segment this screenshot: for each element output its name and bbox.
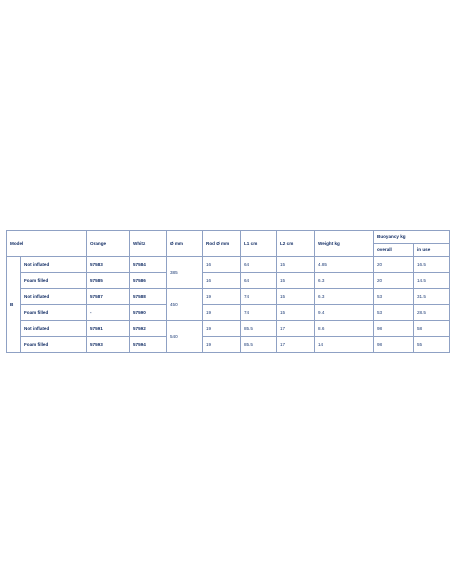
- cell-diameter: 385: [167, 257, 203, 289]
- cell-l2: 15: [277, 305, 315, 321]
- cell-l2: 15: [277, 289, 315, 305]
- cell-l2: 17: [277, 321, 315, 337]
- cell-weight: 6.3: [315, 273, 374, 289]
- cell-model: Foam filled: [21, 305, 87, 321]
- cell-l2: 15: [277, 257, 315, 273]
- cell-model: Not inflated: [21, 321, 87, 337]
- cell-l2: 17: [277, 337, 315, 353]
- cell-weight: 9.4: [315, 305, 374, 321]
- cell-orange: 57583: [87, 257, 130, 273]
- group-label: B: [7, 257, 21, 353]
- cell-l1: 85.5: [241, 321, 277, 337]
- cell-rod: 19: [203, 337, 241, 353]
- cell-in-use: 16.5: [414, 257, 450, 273]
- header-weight: Weight kg: [315, 231, 374, 257]
- cell-weight: 4.85: [315, 257, 374, 273]
- header-buoyancy-in-use: in use: [414, 244, 450, 257]
- cell-in-use: 55: [414, 337, 450, 353]
- cell-overall: 98: [374, 337, 414, 353]
- cell-overall: 20: [374, 273, 414, 289]
- cell-l1: 64: [241, 257, 277, 273]
- cell-model: Not inflated: [21, 257, 87, 273]
- table-row: [7, 337, 450, 353]
- cell-orange: 57591: [87, 321, 130, 337]
- cell-rod: 19: [203, 289, 241, 305]
- cell-white: 57592: [130, 321, 167, 337]
- cell-orange: 57585: [87, 273, 130, 289]
- cell-overall: 53: [374, 305, 414, 321]
- cell-rod: 16: [203, 257, 241, 273]
- table-row: [7, 305, 450, 321]
- cell-l1: 64: [241, 273, 277, 289]
- spec-table: [6, 230, 450, 353]
- cell-l1: 74: [241, 305, 277, 321]
- cell-white: 57586: [130, 273, 167, 289]
- header-rod: Rod Ø mm: [203, 231, 241, 257]
- table-row: [7, 289, 450, 305]
- cell-rod: 19: [203, 305, 241, 321]
- cell-in-use: 28.5: [414, 305, 450, 321]
- cell-orange: -: [87, 305, 130, 321]
- table-row: [7, 321, 450, 337]
- header-buoyancy-overall: overall: [374, 244, 414, 257]
- cell-weight: 6.3: [315, 289, 374, 305]
- table-row: [7, 273, 450, 289]
- table-row: [7, 257, 450, 273]
- cell-white: 57588: [130, 289, 167, 305]
- cell-white: 57590: [130, 305, 167, 321]
- cell-rod: 19: [203, 321, 241, 337]
- header-orange: Orange: [87, 231, 130, 257]
- cell-model: Not inflated: [21, 289, 87, 305]
- cell-in-use: 14.5: [414, 273, 450, 289]
- header-buoyancy: Buoyancy kg: [374, 231, 450, 244]
- header-l1: L1 cm: [241, 231, 277, 257]
- cell-weight: 8.6: [315, 321, 374, 337]
- cell-l1: 85.5: [241, 337, 277, 353]
- header-model: Model: [7, 231, 87, 257]
- cell-rod: 16: [203, 273, 241, 289]
- cell-diameter: 450: [167, 289, 203, 321]
- header-white: Whitz: [130, 231, 167, 257]
- header-l2: L2 cm: [277, 231, 315, 257]
- header-diameter: Ø mm: [167, 231, 203, 257]
- cell-diameter: 540: [167, 321, 203, 353]
- cell-overall: 20: [374, 257, 414, 273]
- cell-model: Foam filled: [21, 337, 87, 353]
- cell-model: Foam filled: [21, 273, 87, 289]
- cell-orange: 57587: [87, 289, 130, 305]
- cell-overall: 53: [374, 289, 414, 305]
- cell-weight: 14: [315, 337, 374, 353]
- cell-white: 57584: [130, 257, 167, 273]
- cell-orange: 57593: [87, 337, 130, 353]
- cell-overall: 98: [374, 321, 414, 337]
- cell-in-use: 31.5: [414, 289, 450, 305]
- cell-white: 57594: [130, 337, 167, 353]
- cell-in-use: 58: [414, 321, 450, 337]
- cell-l2: 15: [277, 273, 315, 289]
- cell-l1: 74: [241, 289, 277, 305]
